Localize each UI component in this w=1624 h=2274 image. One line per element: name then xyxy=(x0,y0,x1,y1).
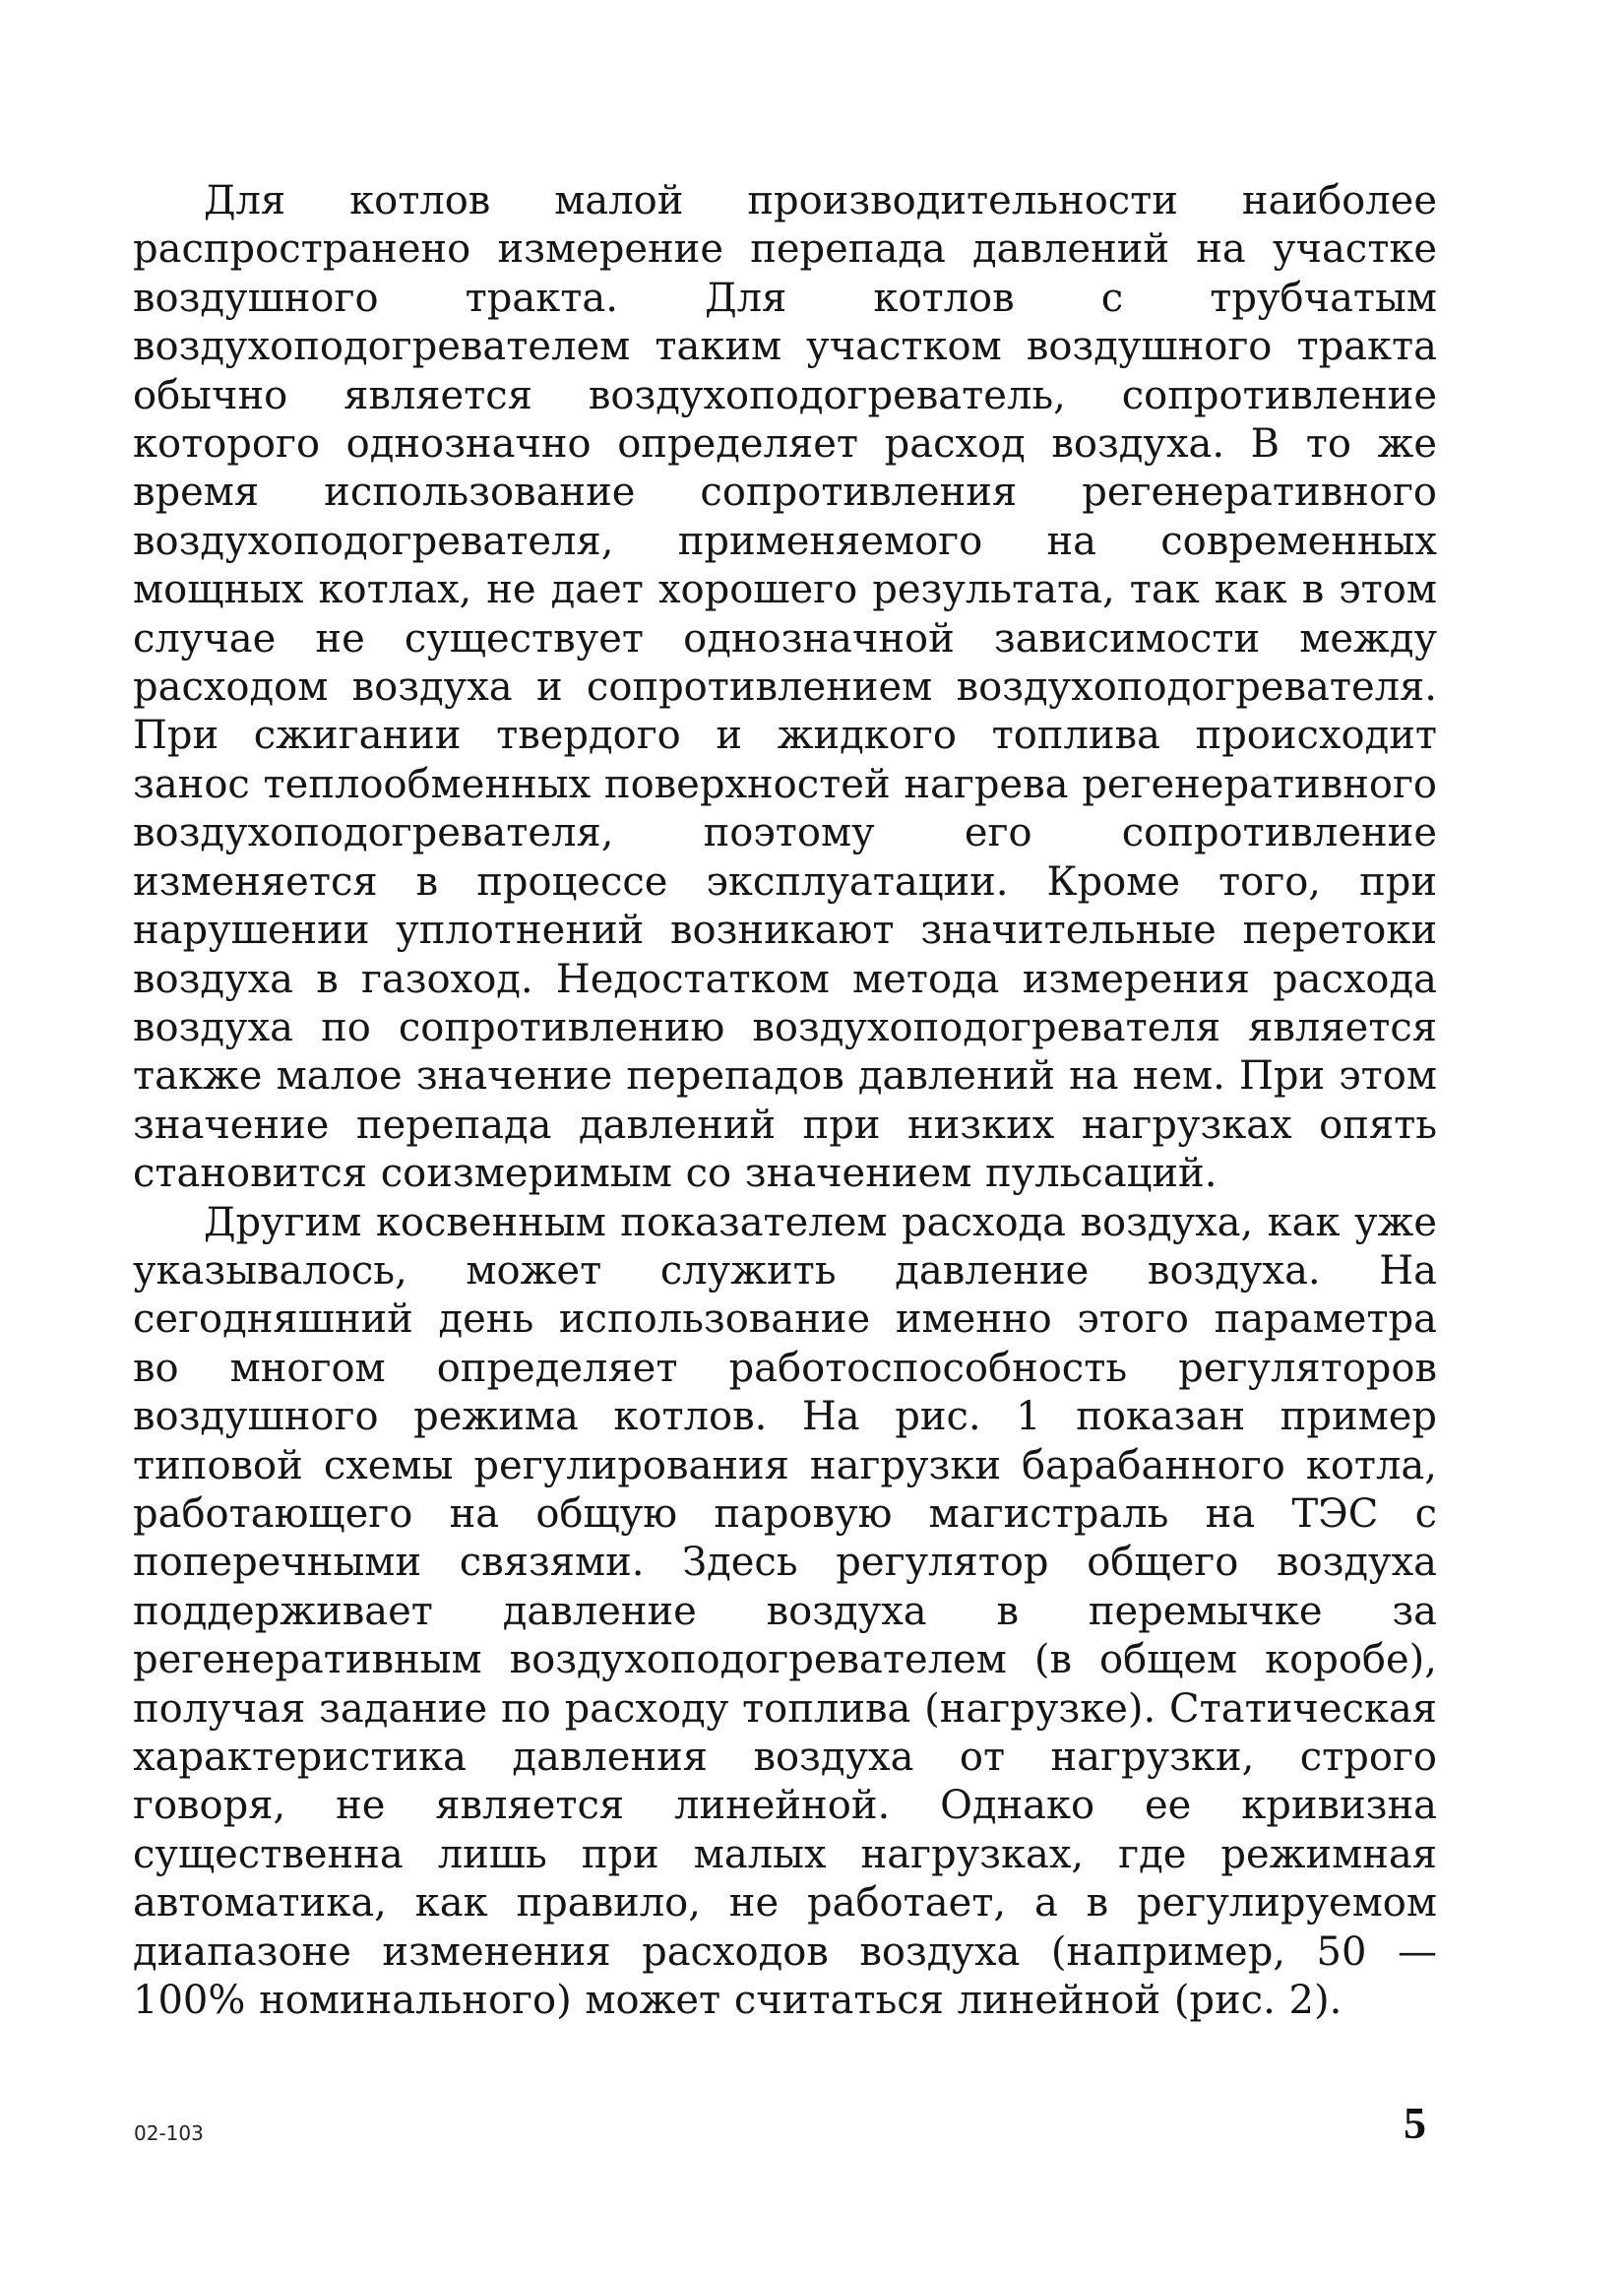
print-code: 02-103 xyxy=(134,2121,204,2145)
body-text xyxy=(133,177,1437,2025)
paragraph-1: Для котлов малой производительности наиболее распространено измерение перепада давлений на участке воздушного тракта. Для котлов с трубчатым воздухоподогревателем таким участком воздушного тракта обычно является воздухоподогреватель, сопротивление которого однозначно определяет расход воздуха. В то же время использование сопротивления регенеративного воздухоподогревателя, применяемого на современных мощных котлах, не дает хорошего результата, так как в этом случае не существует однозначной зависимости между расходом воздуха и сопротивлением воздухоподогревателя. При сжигании твердого и жидкого топлива происходит занос теплообменных поверхностей нагрева регенеративного воздухоподогревателя, поэтому его сопротивление изменяется в процессе эксплуатации. Кроме того, при нарушении уплотнений возникают значительные перетоки воздуха в газоход. Недостатком метода измерения расхода воздуха по сопротивлению воздухоподогревателя является также малое значение перепадов давлений на нем. При этом значение перепада давлений при низких нагрузках опять становится соизмеримым со значением пульсаций. xyxy=(133,178,1437,1197)
paragraph-2: Другим косвенным показателем расхода воздуха, как уже указывалось, может служить давление воздуха. На сегодняшний день использование именно этого параметра во многом определяет работоспособность регуляторов воздушного режима котлов. На рис. 1 показан пример типовой схемы регулирования нагрузки барабанного котла, работающего на общую паровую магистраль на ТЭС с поперечными связями. Здесь регулятор общего воздуха поддерживает давление воздуха в перемычке за регенеративным воздухоподогревателем (в общем коробе), получая задание по расходу топлива (нагрузке). Статическая характеристика давления воздуха от нагрузки, строго говоря, не является линейной. Однако ее кривизна существенна лишь при малых нагрузках, где режимная автоматика, как правило, не работает, а в регулируемом диапазоне изменения расходов воздуха (например, 50 — 100% номинального) может считаться линейной (рис. 2). xyxy=(133,1199,1437,2024)
page-number: 5 xyxy=(1404,2098,1426,2148)
